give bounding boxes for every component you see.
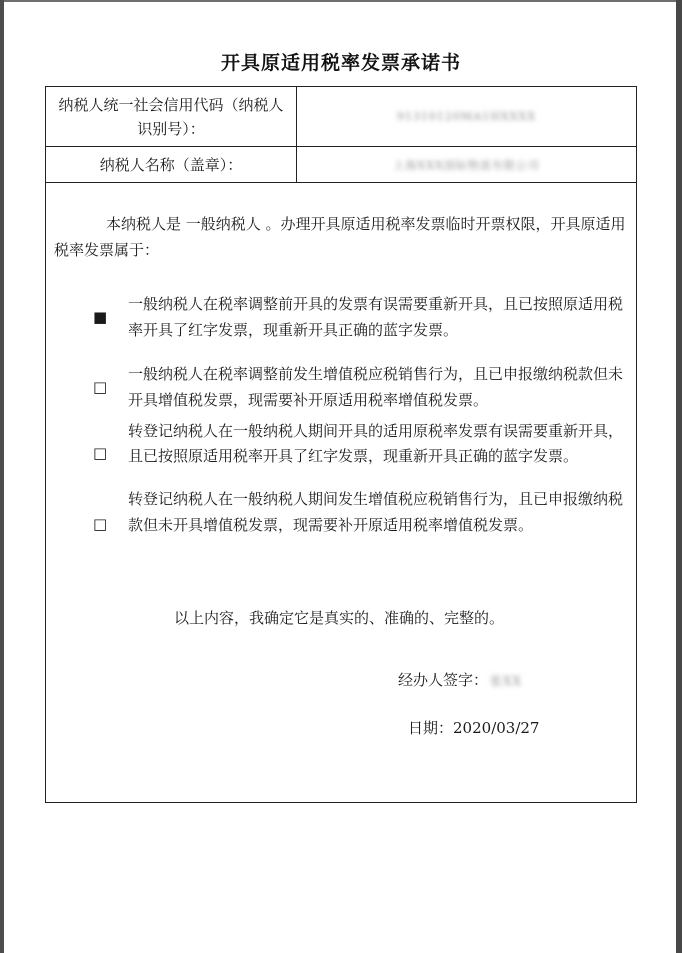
checkbox-unchecked[interactable]: □ bbox=[93, 515, 108, 533]
page-right-border bbox=[676, 0, 682, 953]
taxpayer-name-row bbox=[46, 147, 636, 183]
taxpayer-name-value: 上海XXX国际物流有限公司 bbox=[393, 158, 540, 172]
option-text: 一般纳税人在税率调整前发生增值税应税销售行为，且已申报缴纳税款但未开具增值税发票，现需要补开原适用税率增值税发票。 bbox=[128, 365, 624, 409]
signer-signature: 张XX bbox=[490, 674, 523, 688]
intro-paragraph: 本纳税人是 一般纳税人 。办理开具原适用税率发票临时开票权限，开具原适用税率发票属于： bbox=[54, 215, 626, 259]
document-title: 开具原适用税率发票承诺书 bbox=[220, 52, 461, 74]
signer-line bbox=[398, 667, 522, 694]
date-label: 日期： bbox=[408, 719, 454, 737]
confirmation-statement: 以上内容，我确定它是真实的、准确的、完整的。 bbox=[174, 609, 505, 627]
checkbox-checked[interactable]: ■ bbox=[93, 308, 108, 326]
page-left-border bbox=[0, 0, 4, 953]
signer-label: 经办人签字： bbox=[398, 671, 489, 689]
checkbox-unchecked[interactable]: □ bbox=[93, 444, 108, 462]
commitment-form bbox=[45, 86, 637, 803]
taxpayer-name-value-cell bbox=[297, 147, 636, 182]
credit-code-label: 纳税人统一社会信用代码（纳税人识别号）： bbox=[46, 87, 297, 146]
option-text: 转登记纳税人在一般纳税人期间开具的适用原税率发票有误需要重新开具，且已按照原适用税率开具了红字发票，现重新开具正确的蓝字发票。 bbox=[128, 422, 624, 465]
taxpayer-name-label: 纳税人名称（盖章）： bbox=[46, 147, 297, 182]
page-top-border bbox=[0, 0, 682, 2]
date-line bbox=[408, 715, 539, 741]
option-text: 一般纳税人在税率调整前开具的发票有误需要重新开具，且已按照原适用税率开具了红字发票，现重新开具正确的蓝字发票。 bbox=[128, 295, 624, 339]
option-text: 转登记纳税人在一般纳税人期间发生增值税应税销售行为，且已申报缴纳税款但未开具增值税发票，现需要补开原适用税率增值税发票。 bbox=[128, 490, 624, 534]
credit-code-value: 91310120MA1HXXXX bbox=[396, 110, 537, 123]
date-value: 2020/03/27 bbox=[453, 719, 540, 737]
credit-code-value-cell bbox=[297, 87, 636, 146]
checkbox-unchecked[interactable]: □ bbox=[93, 378, 108, 396]
credit-code-row bbox=[46, 87, 636, 147]
